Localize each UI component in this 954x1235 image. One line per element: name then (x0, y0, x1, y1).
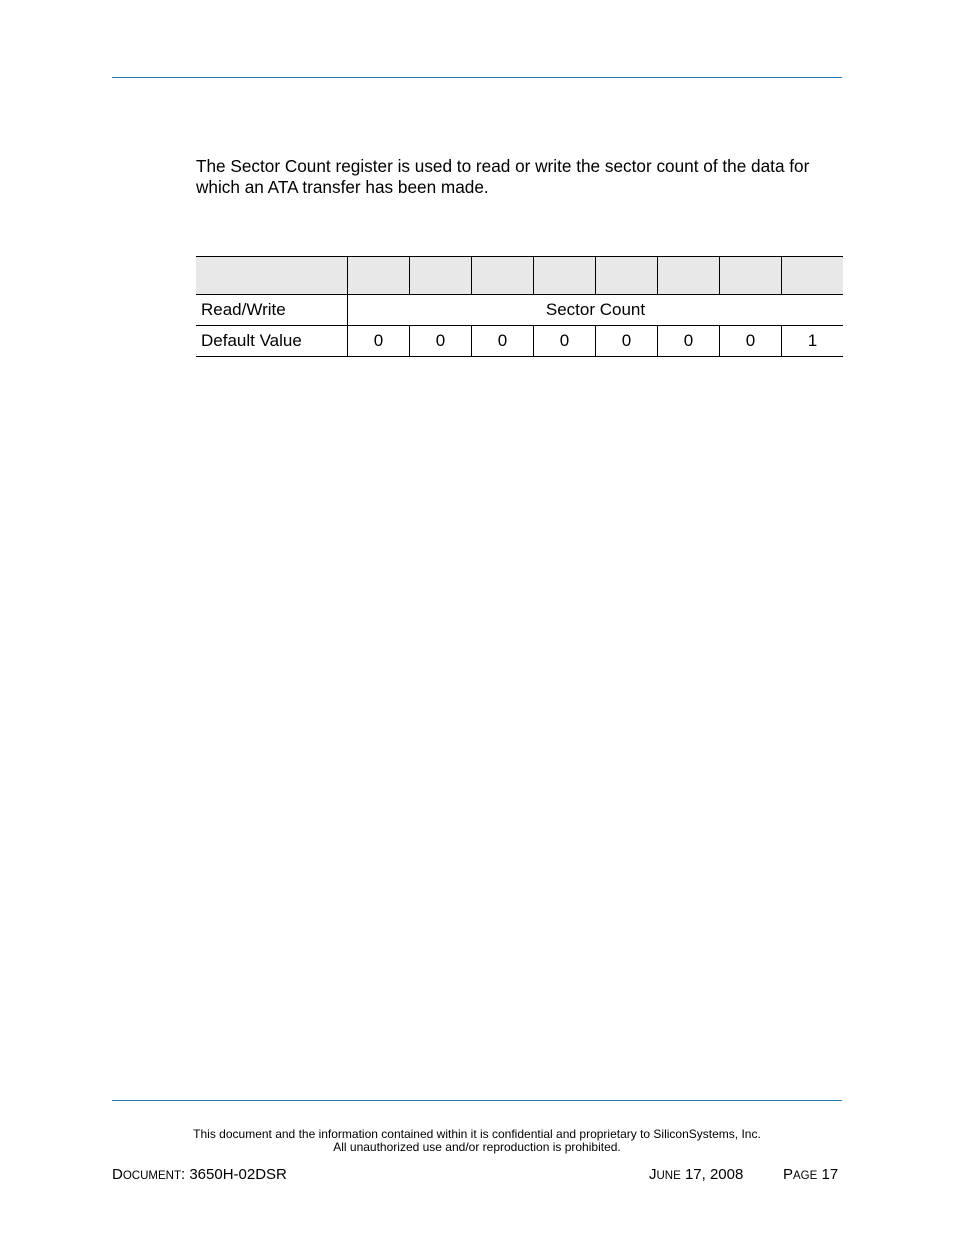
default-bit-cell: 0 (596, 326, 658, 357)
header-cell-bit (410, 257, 472, 295)
body-paragraph: The Sector Count register is used to read or write the sector count of the data for which an ATA transfer has been made. (196, 156, 810, 197)
default-bit-cell: 0 (410, 326, 472, 357)
sector-count-field: Sector Count (348, 295, 844, 326)
default-value-label: Default Value (196, 326, 348, 357)
header-cell-bit (782, 257, 844, 295)
read-write-label: Read/Write (196, 295, 348, 326)
header-cell-bit (658, 257, 720, 295)
sector-count-register-table (196, 256, 843, 357)
default-value-row (196, 326, 843, 357)
default-bit-cell: 0 (472, 326, 534, 357)
header-rule (112, 77, 842, 78)
page-label-rest: AGE (793, 1170, 818, 1182)
page-number (783, 1166, 838, 1185)
document-label-rest: OCUMENT (122, 1170, 181, 1182)
date-month-rest: UNE (656, 1170, 681, 1182)
default-bit-cell: 1 (782, 326, 844, 357)
default-bit-cell: 0 (658, 326, 720, 357)
default-bit-cell: 0 (720, 326, 782, 357)
header-cell-bit (720, 257, 782, 295)
date-value: 17, 2008 (680, 1166, 744, 1183)
document-value: : 3650H-02DSR (180, 1166, 287, 1183)
header-cell-bit (596, 257, 658, 295)
document-label-initial: D (112, 1166, 123, 1183)
default-bit-cell: 0 (534, 326, 596, 357)
header-cell-bit (534, 257, 596, 295)
date-initial: J (649, 1166, 657, 1183)
notice-line-1: This document and the information contained within it is confidential and proprietary to SiliconSystems, Inc. (193, 1127, 761, 1141)
confidentiality-notice (112, 1128, 842, 1154)
default-bit-cell: 0 (348, 326, 410, 357)
page-label-initial: P (783, 1166, 794, 1183)
header-cell-label (196, 257, 348, 295)
footer-rule (112, 1100, 842, 1101)
notice-line-2: All unauthorized use and/or reproduction is prohibited. (333, 1140, 621, 1154)
document-number (112, 1166, 287, 1185)
read-write-row (196, 295, 843, 326)
table-header-row (196, 257, 843, 295)
document-date (649, 1166, 743, 1185)
header-cell-bit (472, 257, 534, 295)
page-value: 17 (817, 1166, 839, 1183)
header-cell-bit (348, 257, 410, 295)
